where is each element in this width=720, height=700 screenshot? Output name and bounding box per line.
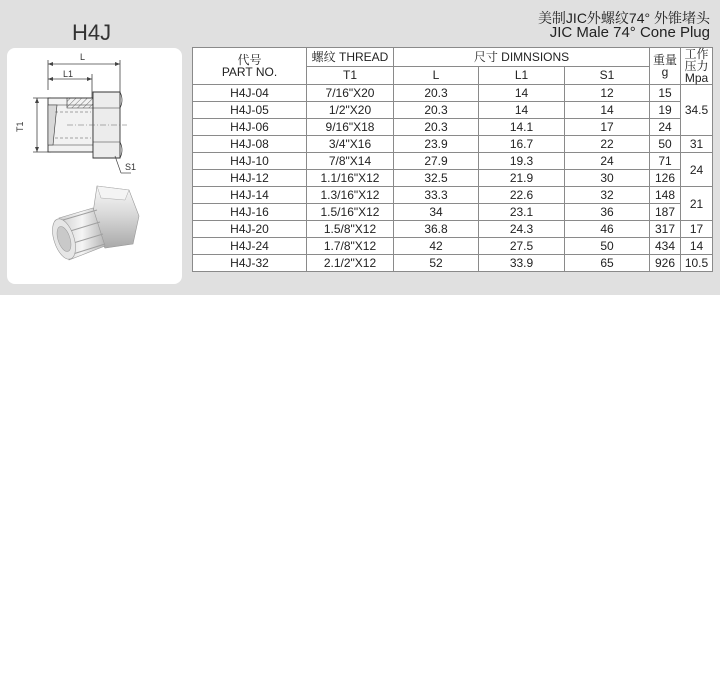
cell-t1: 1/2"X20 [307,102,394,119]
cell-t1: 7/8"X14 [307,153,394,170]
cell-weight: 19 [650,102,681,119]
cell-pressure: 24 [681,153,713,187]
cell-l: 23.9 [394,136,479,153]
cell-weight: 71 [650,153,681,170]
cell-l1: 24.3 [479,221,565,238]
header-t1: T1 [307,66,394,85]
cell-l: 27.9 [394,153,479,170]
cell-t1: 1.5/16"X12 [307,204,394,221]
cell-t1: 2.1/2"X12 [307,255,394,272]
cell-part: H4J-05 [193,102,307,119]
table-row [193,119,713,136]
table-row [193,85,713,102]
cell-t1: 9/16"X18 [307,119,394,136]
product-image-box [7,48,182,284]
cell-l: 20.3 [394,102,479,119]
plug-photo [48,186,139,262]
cell-l: 36.8 [394,221,479,238]
cell-s1: 46 [565,221,650,238]
header-weight-unit: g [661,65,669,79]
cell-l1: 14 [479,85,565,102]
dim-label-l: L [80,52,86,62]
table-row [193,255,713,272]
dim-label-t1: T1 [15,121,25,132]
header-part-en: PART NO. [221,65,278,79]
cell-s1: 24 [565,153,650,170]
header-l1: L1 [479,66,565,85]
header-s1: S1 [565,66,650,85]
cell-l: 20.3 [394,85,479,102]
cell-s1: 65 [565,255,650,272]
table-row [193,170,713,187]
cell-s1: 50 [565,238,650,255]
cell-weight: 15 [650,85,681,102]
cell-l1: 19.3 [479,153,565,170]
cell-l: 42 [394,238,479,255]
header-thread: 螺纹 THREAD [307,48,394,67]
header-weight-cn: 重量 [652,53,677,67]
cell-l: 34 [394,204,479,221]
cell-part: H4J-24 [193,238,307,255]
cell-weight: 187 [650,204,681,221]
title-english: JIC Male 74° Cone Plug [549,24,710,41]
cell-l: 20.3 [394,119,479,136]
cell-l1: 22.6 [479,187,565,204]
dim-label-s1: S1 [125,162,137,172]
cell-pressure: 34.5 [681,85,713,136]
cell-pressure: 10.5 [681,255,713,272]
cell-s1: 36 [565,204,650,221]
cell-pressure: 17 [681,221,713,238]
cell-t1: 3/4"X16 [307,136,394,153]
table-row [193,221,713,238]
table-row [193,187,713,204]
product-panel [0,0,720,295]
cell-l1: 21.9 [479,170,565,187]
table-row [193,238,713,255]
cell-s1: 17 [565,119,650,136]
cell-s1: 30 [565,170,650,187]
cell-pressure: 31 [681,136,713,153]
cell-t1: 1.1/16"X12 [307,170,394,187]
cell-part: H4J-04 [193,85,307,102]
cell-s1: 12 [565,85,650,102]
header-pressure [681,48,713,85]
cell-l1: 23.1 [479,204,565,221]
cell-l: 52 [394,255,479,272]
cell-weight: 317 [650,221,681,238]
cell-t1: 1.7/8"X12 [307,238,394,255]
header-dimensions: 尺寸 DIMNSIONS [394,48,650,67]
cell-l: 32.5 [394,170,479,187]
cell-l1: 14 [479,102,565,119]
table-row [193,153,713,170]
cell-weight: 926 [650,255,681,272]
table-row [193,136,713,153]
cell-weight: 50 [650,136,681,153]
model-code: H4J [72,20,112,45]
cell-part: H4J-06 [193,119,307,136]
header-weight [650,48,681,85]
spec-table [192,47,713,272]
cell-pressure: 21 [681,187,713,221]
fitting-drawing [7,48,182,284]
cell-weight: 24 [650,119,681,136]
cell-weight: 126 [650,170,681,187]
header-part-cn: 代号 [237,53,262,67]
cell-l1: 27.5 [479,238,565,255]
cell-l1: 33.9 [479,255,565,272]
cell-part: H4J-08 [193,136,307,153]
cell-t1: 7/16"X20 [307,85,394,102]
table-row [193,102,713,119]
header-part-no [193,48,307,85]
cell-part: H4J-10 [193,153,307,170]
cell-part: H4J-12 [193,170,307,187]
cell-part: H4J-16 [193,204,307,221]
header-pressure-unit: Mpa [684,71,709,85]
cell-part: H4J-14 [193,187,307,204]
cell-s1: 14 [565,102,650,119]
dim-label-l1: L1 [63,69,74,79]
cell-l: 33.3 [394,187,479,204]
cell-l1: 16.7 [479,136,565,153]
header-pressure-cn1: 工作 [684,47,709,61]
header-l: L [394,66,479,85]
cell-part: H4J-20 [193,221,307,238]
cell-s1: 32 [565,187,650,204]
cell-t1: 1.3/16"X12 [307,187,394,204]
cell-t1: 1.5/8"X12 [307,221,394,238]
cell-weight: 148 [650,187,681,204]
cell-pressure: 14 [681,238,713,255]
cell-l1: 14.1 [479,119,565,136]
cell-weight: 434 [650,238,681,255]
cell-s1: 22 [565,136,650,153]
header-pressure-cn2: 压力 [684,59,709,73]
cell-part: H4J-32 [193,255,307,272]
table-row [193,204,713,221]
title-chinese: 美制JIC外螺纹74° 外锥堵头 [537,10,710,26]
